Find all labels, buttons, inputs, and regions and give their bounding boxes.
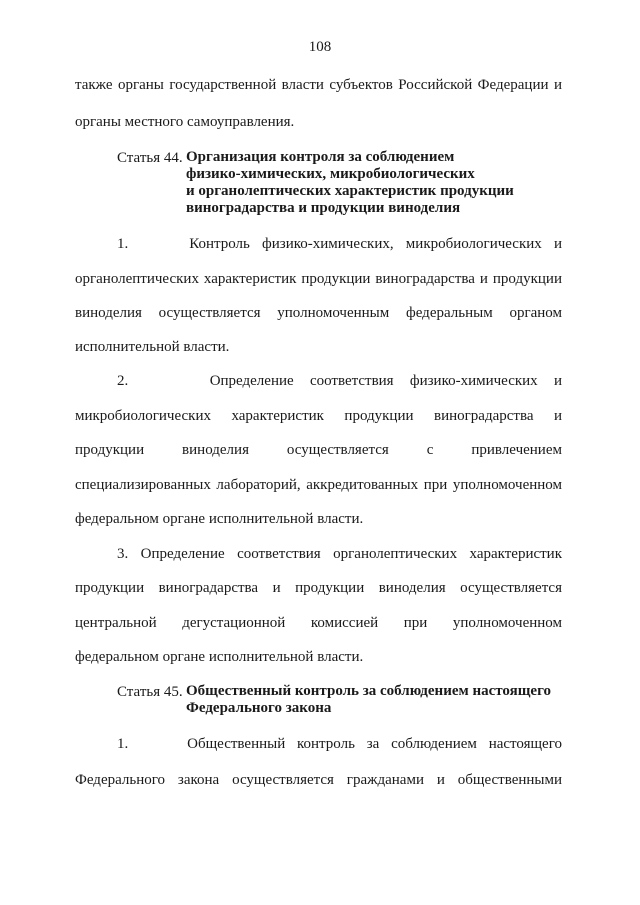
article-44-title-line: виноградарства и продукции виноделия (186, 200, 461, 216)
paragraph-line: Федерального закона осуществляется гражданами и общественными (75, 772, 562, 788)
article-44-title-line: Организация контроля за соблюдением (186, 149, 455, 165)
article-45-title-line: Федерального закона (186, 700, 332, 716)
paragraph-line: продукции виноградарства и продукции виноделия осуществляется (75, 580, 562, 596)
paragraph-line: 2. Определение соответствия физико-химических и (117, 373, 562, 389)
paragraph-line: 1. Общественный контроль за соблюдением настоящего (117, 736, 562, 752)
paragraph-line: федеральном органе исполнительной власти. (75, 511, 364, 527)
paragraph-line: микробиологических характеристик продукции виноградарства и (75, 408, 562, 424)
paragraph-line: виноделия осуществляется уполномоченным федеральным органом (75, 305, 562, 321)
paragraph-line: центральной дегустационной комиссией при уполномоченном (75, 615, 562, 631)
intro-line: также органы государственной власти субъектов Российской Федерации и (75, 77, 562, 93)
paragraph-line: продукции виноделия осуществляется с привлечением (75, 442, 562, 458)
paragraph-line: 1. Контроль физико-химических, микробиологических и (117, 236, 562, 252)
article-44-label: Статья 44. (117, 150, 183, 166)
paragraph-line: органолептических характеристик продукции виноградарства и продукции (75, 271, 562, 287)
article-45-label: Статья 45. (117, 684, 183, 700)
paragraph-line: 3. Определение соответствия органолептических характеристик (117, 546, 562, 562)
paragraph-line: специализированных лабораторий, аккредитованных при уполномоченном (75, 477, 562, 493)
intro-line: органы местного самоуправления. (75, 114, 295, 130)
article-44-title-line: физико-химических, микробиологических (186, 166, 475, 182)
paragraph-line: исполнительной власти. (75, 339, 230, 355)
article-45-title-line: Общественный контроль за соблюдением настоящего (186, 683, 552, 699)
article-44-title-line: и органолептических характеристик продукции (186, 183, 514, 199)
page-number: 108 (308, 39, 332, 55)
paragraph-line: федеральном органе исполнительной власти. (75, 649, 364, 665)
